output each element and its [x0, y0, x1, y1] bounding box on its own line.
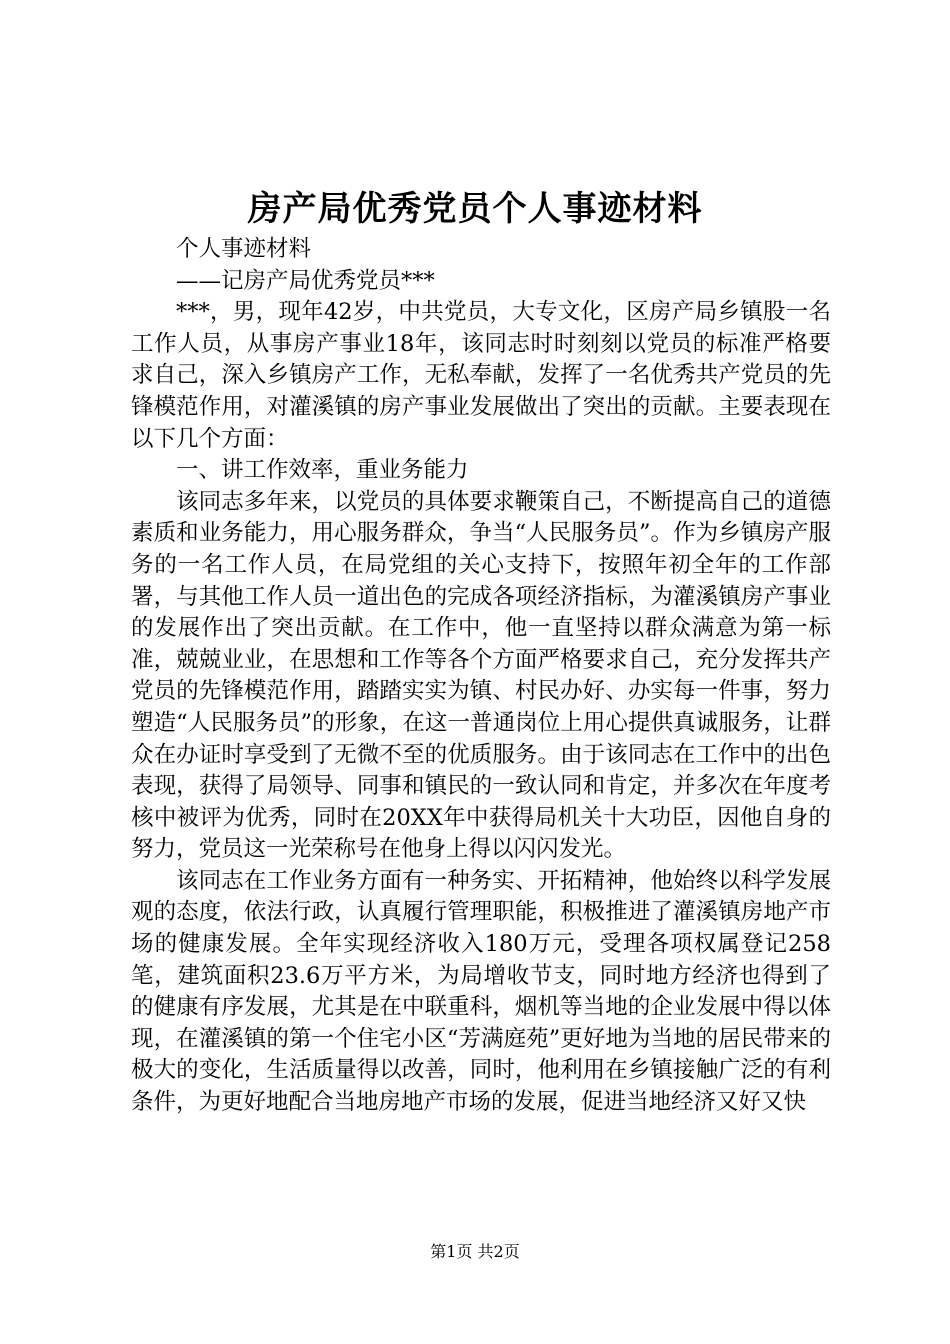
body-paragraph: 该同志在工作业务方面有一种务实、开拓精神，他始终以科学发展观的态度，依法行政，认真履行管理职能，积极推进了灌溪镇房地产市场的健康发展。全年实现经济收入180万元，受理各项权属登记258笔，建筑面积23.6万平方米，为局增收节支，同时地方经济也得到了的健康有序发展，尤其是在中联重科，烟机等当地的企业发展中得以体现，在灌溪镇的第一个住宅小区“芳满庭苑”更好地为当地的居民带来的极大的变化，生活质量得以改善，同时，他利用在乡镇接触广泛的有利条件，为更好地配合当地房地产市场的发展，促进当地经济又好又快 [131, 867, 831, 1116]
section-heading: 一、讲工作效率，重业务能力 [176, 457, 469, 484]
subtitle-line: 个人事迹材料 [176, 236, 312, 262]
document-title: 房产局优秀党员个人事迹材料 [247, 189, 703, 229]
document-body [131, 234, 831, 1119]
intro-paragraph: ***，男，现年42岁，中共党员，大专文化，区房产局乡镇股一名工作人员，从事房产事业18年，该同志时时刻刻以党员的标准严格要求自己，深入乡镇房产工作，无私奉献，发挥了一名优秀共产党员的先锋模范作用，对灌溪镇的房产事业发展做出了突出的贡献。主要表现在以下几个方面： [131, 299, 831, 452]
page-footer: 第1页 共2页 [430, 1242, 520, 1261]
body-paragraph: 该同志多年来，以党员的具体要求鞭策自己，不断提高自己的道德素质和业务能力，用心服务群众，争当“人民服务员”。作为乡镇房产服务的一名工作人员，在局党组的关心支持下，按照年初全年的工作部署，与其他工作人员一道出色的完成各项经济指标，为灌溪镇房产事业的发展作出了突出贡献。在工作中，他一直坚持以群众满意为第一标准，兢兢业业，在思想和工作等各个方面严格要求自己，充分发挥共产党员的先锋模范作用，踏踏实实为镇、村民办好、办实每一件事，努力塑造“人民服务员”的形象，在这一普通岗位上用心提供真诚服务，让群众在办证时享受到了无微不至的优质服务。由于该同志在工作中的出色表现，获得了局领导、同事和镇民的一致认同和肯定，并多次在年度考核中被评为优秀，同时在20XX年中获得局机关十大功臣，因他自身的努力，党员这一光荣称号在他身上得以闪闪发光。 [131, 488, 831, 863]
dedication-line: ——记房产局优秀党员*** [176, 267, 435, 294]
